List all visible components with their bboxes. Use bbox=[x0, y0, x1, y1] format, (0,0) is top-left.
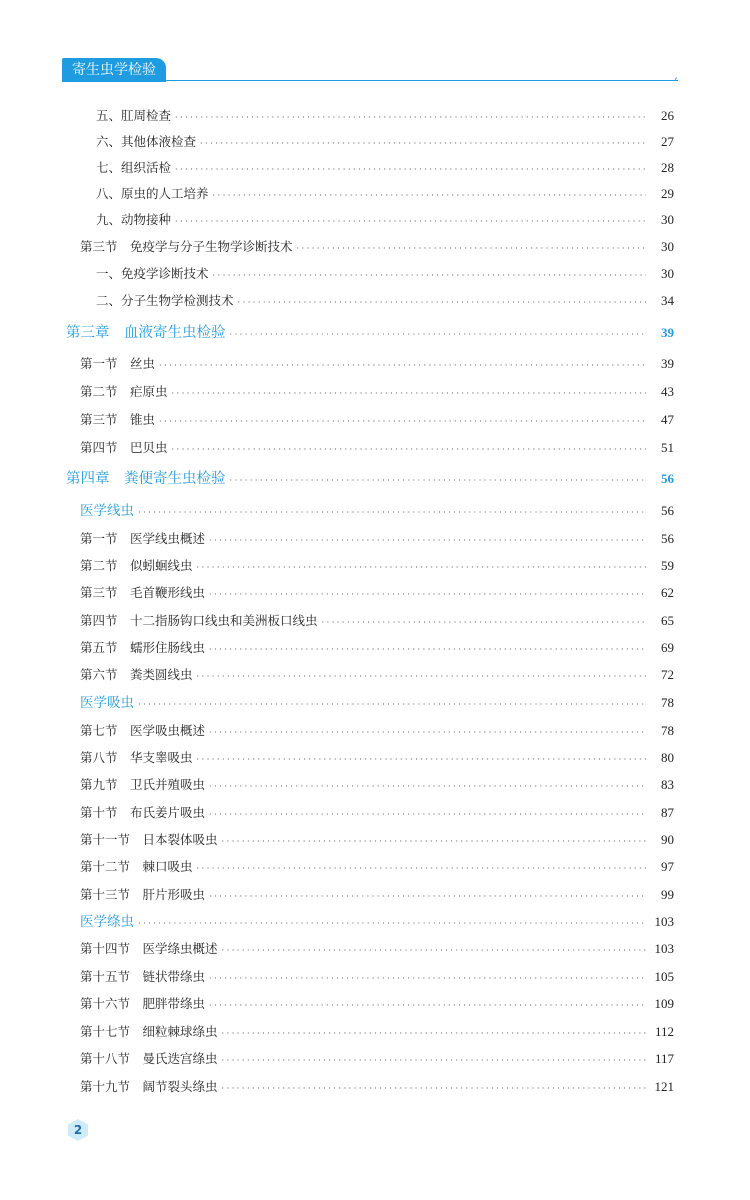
part-page: 103 bbox=[654, 914, 674, 929]
leader-dots bbox=[197, 747, 646, 771]
toc-entry-page: 39 bbox=[661, 356, 674, 371]
toc-entry-page: 117 bbox=[654, 1051, 674, 1066]
toc-entry-title: 第十三节 肝片形吸虫 bbox=[80, 887, 206, 902]
toc-entry[interactable] bbox=[80, 637, 674, 659]
page-number-badge bbox=[66, 1118, 90, 1142]
toc-entry[interactable] bbox=[80, 1048, 674, 1070]
toc-entry-page: 90 bbox=[661, 832, 674, 847]
leader-dots bbox=[209, 582, 646, 606]
toc-entry-title: 六、其他体液检查 bbox=[96, 134, 197, 149]
toc-entry-title: 第四节 十二指肠钩口线虫和美洲板口线虫 bbox=[80, 613, 318, 628]
toc-entry[interactable] bbox=[96, 209, 674, 231]
leader-dots bbox=[222, 1076, 646, 1100]
leader-dots bbox=[159, 353, 646, 377]
leader-dots bbox=[209, 528, 646, 552]
part-entry[interactable] bbox=[80, 911, 674, 933]
toc-entry-page: 121 bbox=[654, 1079, 674, 1094]
toc-entry[interactable] bbox=[80, 1076, 674, 1098]
toc-entry-page: 112 bbox=[654, 1024, 674, 1039]
toc-entry-page: 28 bbox=[661, 160, 674, 175]
toc-entry[interactable] bbox=[80, 966, 674, 988]
chapter-title: 第四章 粪便寄生虫检验 bbox=[66, 471, 226, 487]
toc-entry-title: 八、原虫的人工培养 bbox=[96, 186, 209, 201]
toc-entry[interactable] bbox=[80, 720, 674, 742]
leader-dots bbox=[175, 209, 646, 233]
toc-entry-title: 第七节 医学吸虫概述 bbox=[80, 723, 206, 738]
toc-entry-title: 二、分子生物学检测技术 bbox=[96, 293, 234, 308]
part-title: 医学绦虫 bbox=[80, 914, 134, 930]
toc-entry-title: 第十二节 棘口吸虫 bbox=[80, 859, 193, 874]
leader-dots bbox=[322, 610, 646, 634]
toc-entry[interactable] bbox=[80, 802, 674, 824]
leader-dots bbox=[230, 322, 647, 346]
toc-entry-title: 第十八节 曼氏迭宫绦虫 bbox=[80, 1051, 218, 1066]
toc-entry-page: 47 bbox=[661, 412, 674, 427]
toc-entry-page: 30 bbox=[661, 266, 674, 281]
toc-entry-title: 第三节 免疫学与分子生物学诊断技术 bbox=[80, 239, 293, 254]
toc-entry[interactable] bbox=[80, 437, 674, 459]
toc-entry[interactable] bbox=[80, 610, 674, 632]
part-entry[interactable] bbox=[80, 692, 674, 714]
toc-entry-page: 51 bbox=[661, 440, 674, 455]
toc-entry-title: 七、组织活检 bbox=[96, 160, 172, 175]
toc-entry-page: 43 bbox=[661, 384, 674, 399]
chapter-entry[interactable] bbox=[66, 322, 674, 344]
toc-entry-page: 105 bbox=[654, 969, 674, 984]
toc-entry-page: 30 bbox=[661, 239, 674, 254]
leader-dots bbox=[222, 829, 646, 853]
part-title: 医学线虫 bbox=[80, 503, 134, 519]
toc-entry-title: 第二节 疟原虫 bbox=[80, 384, 168, 399]
toc-entry-title: 第十一节 日本裂体吸虫 bbox=[80, 832, 218, 847]
running-header bbox=[62, 58, 678, 84]
page-number: 2 bbox=[73, 1123, 83, 1137]
leader-dots bbox=[297, 236, 646, 260]
toc-entry-page: 97 bbox=[661, 859, 674, 874]
toc-entry-page: 62 bbox=[661, 585, 674, 600]
leader-dots bbox=[209, 884, 646, 908]
toc-entry-title: 第三节 锥虫 bbox=[80, 412, 156, 427]
toc-entry[interactable] bbox=[96, 131, 674, 153]
toc-entry[interactable] bbox=[96, 263, 674, 285]
leader-dots bbox=[209, 774, 646, 798]
toc-entry[interactable] bbox=[80, 1021, 674, 1043]
toc-entry-page: 99 bbox=[661, 887, 674, 902]
leader-dots bbox=[159, 409, 646, 433]
toc-entry-page: 109 bbox=[654, 996, 674, 1011]
toc-entry-page: 87 bbox=[661, 805, 674, 820]
leader-dots bbox=[200, 131, 646, 155]
part-page: 78 bbox=[661, 695, 674, 710]
toc-entry-title: 第十九节 阔节裂头绦虫 bbox=[80, 1079, 218, 1094]
leader-dots bbox=[175, 157, 646, 181]
toc-entry[interactable] bbox=[80, 353, 674, 375]
toc-entry-page: 72 bbox=[661, 667, 674, 682]
toc-entry-page: 29 bbox=[661, 186, 674, 201]
toc-entry-title: 一、免疫学诊断技术 bbox=[96, 266, 209, 281]
toc-entry-title: 第九节 卫氏并殖吸虫 bbox=[80, 777, 206, 792]
toc-entry-title: 第十六节 肥胖带绦虫 bbox=[80, 996, 206, 1011]
toc-entry-page: 78 bbox=[661, 723, 674, 738]
chapter-page: 39 bbox=[661, 325, 674, 340]
toc-entry-page: 27 bbox=[661, 134, 674, 149]
leader-dots bbox=[209, 966, 646, 990]
toc-entry-title: 第三节 毛首鞭形线虫 bbox=[80, 585, 206, 600]
toc-entry-title: 第十七节 细粒棘球绦虫 bbox=[80, 1024, 218, 1039]
toc-entry[interactable] bbox=[80, 582, 674, 604]
leader-dots bbox=[197, 856, 646, 880]
toc-entry-page: 59 bbox=[661, 558, 674, 573]
leader-dots bbox=[209, 720, 646, 744]
leader-dots bbox=[222, 938, 646, 962]
part-page: 56 bbox=[661, 503, 674, 518]
leader-dots bbox=[222, 1048, 646, 1072]
toc-entry[interactable] bbox=[96, 157, 674, 179]
chapter-entry[interactable] bbox=[66, 468, 674, 490]
toc-entry-title: 第一节 丝虫 bbox=[80, 356, 156, 371]
leader-dots bbox=[138, 692, 646, 716]
toc-entry-title: 第五节 蠕形住肠线虫 bbox=[80, 640, 206, 655]
chapter-page: 56 bbox=[661, 471, 674, 486]
leader-dots bbox=[138, 500, 646, 524]
toc-entry[interactable] bbox=[80, 409, 674, 431]
toc-entry-page: 26 bbox=[661, 108, 674, 123]
toc-entry[interactable] bbox=[80, 664, 674, 686]
toc-entry[interactable] bbox=[80, 993, 674, 1015]
leader-dots bbox=[238, 290, 646, 314]
book-title: 寄生虫学检验 bbox=[62, 58, 166, 82]
leader-dots bbox=[172, 437, 646, 461]
leader-dots bbox=[172, 381, 646, 405]
part-entry[interactable] bbox=[80, 500, 674, 522]
part-title: 医学吸虫 bbox=[80, 695, 134, 711]
toc-entry-page: 65 bbox=[661, 613, 674, 628]
toc-entry-page: 56 bbox=[661, 531, 674, 546]
toc-entry[interactable] bbox=[80, 774, 674, 796]
leader-dots bbox=[209, 637, 646, 661]
toc-entry-title: 第二节 似蚓蛔线虫 bbox=[80, 558, 193, 573]
toc-entry[interactable] bbox=[80, 555, 674, 577]
toc-entry-title: 第一节 医学线虫概述 bbox=[80, 531, 206, 546]
toc-entry[interactable] bbox=[80, 856, 674, 878]
toc-entry-page: 83 bbox=[661, 777, 674, 792]
toc-entry[interactable] bbox=[80, 884, 674, 906]
toc-entry[interactable] bbox=[80, 381, 674, 403]
toc-entry-page: 103 bbox=[654, 941, 674, 956]
leader-dots bbox=[222, 1021, 646, 1045]
leader-dots bbox=[209, 802, 646, 826]
toc-entry-title: 第六节 粪类圆线虫 bbox=[80, 667, 193, 682]
toc-entry-title: 第十五节 链状带绦虫 bbox=[80, 969, 206, 984]
toc-entry-page: 34 bbox=[661, 293, 674, 308]
toc-entry-page: 30 bbox=[661, 212, 674, 227]
header-rule bbox=[158, 80, 678, 81]
leader-dots bbox=[209, 993, 646, 1017]
toc-entry[interactable] bbox=[96, 105, 674, 127]
toc-entry-page: 80 bbox=[661, 750, 674, 765]
leader-dots bbox=[197, 555, 646, 579]
toc-entry[interactable] bbox=[80, 938, 674, 960]
toc-entry-title: 五、肛周检查 bbox=[96, 108, 172, 123]
chapter-title: 第三章 血液寄生虫检验 bbox=[66, 325, 226, 341]
header-mark: , bbox=[674, 68, 678, 82]
toc-entry-page: 69 bbox=[661, 640, 674, 655]
leader-dots bbox=[213, 183, 646, 207]
toc-entry[interactable] bbox=[96, 183, 674, 205]
leader-dots bbox=[230, 468, 647, 492]
toc-entry-title: 第十四节 医学绦虫概述 bbox=[80, 941, 218, 956]
leader-dots bbox=[213, 263, 646, 287]
leader-dots bbox=[175, 105, 646, 129]
toc-entry[interactable] bbox=[80, 829, 674, 851]
toc-entry[interactable] bbox=[80, 528, 674, 550]
toc-entry[interactable] bbox=[96, 290, 674, 312]
toc-entry-title: 第八节 华支睾吸虫 bbox=[80, 750, 193, 765]
leader-dots bbox=[197, 664, 646, 688]
toc-entry-title: 第十节 布氏姜片吸虫 bbox=[80, 805, 206, 820]
toc-entry[interactable] bbox=[80, 747, 674, 769]
toc-entry-title: 第四节 巴贝虫 bbox=[80, 440, 168, 455]
toc-entry-title: 九、动物接种 bbox=[96, 212, 172, 227]
toc-entry[interactable] bbox=[80, 236, 674, 258]
leader-dots bbox=[138, 911, 646, 935]
